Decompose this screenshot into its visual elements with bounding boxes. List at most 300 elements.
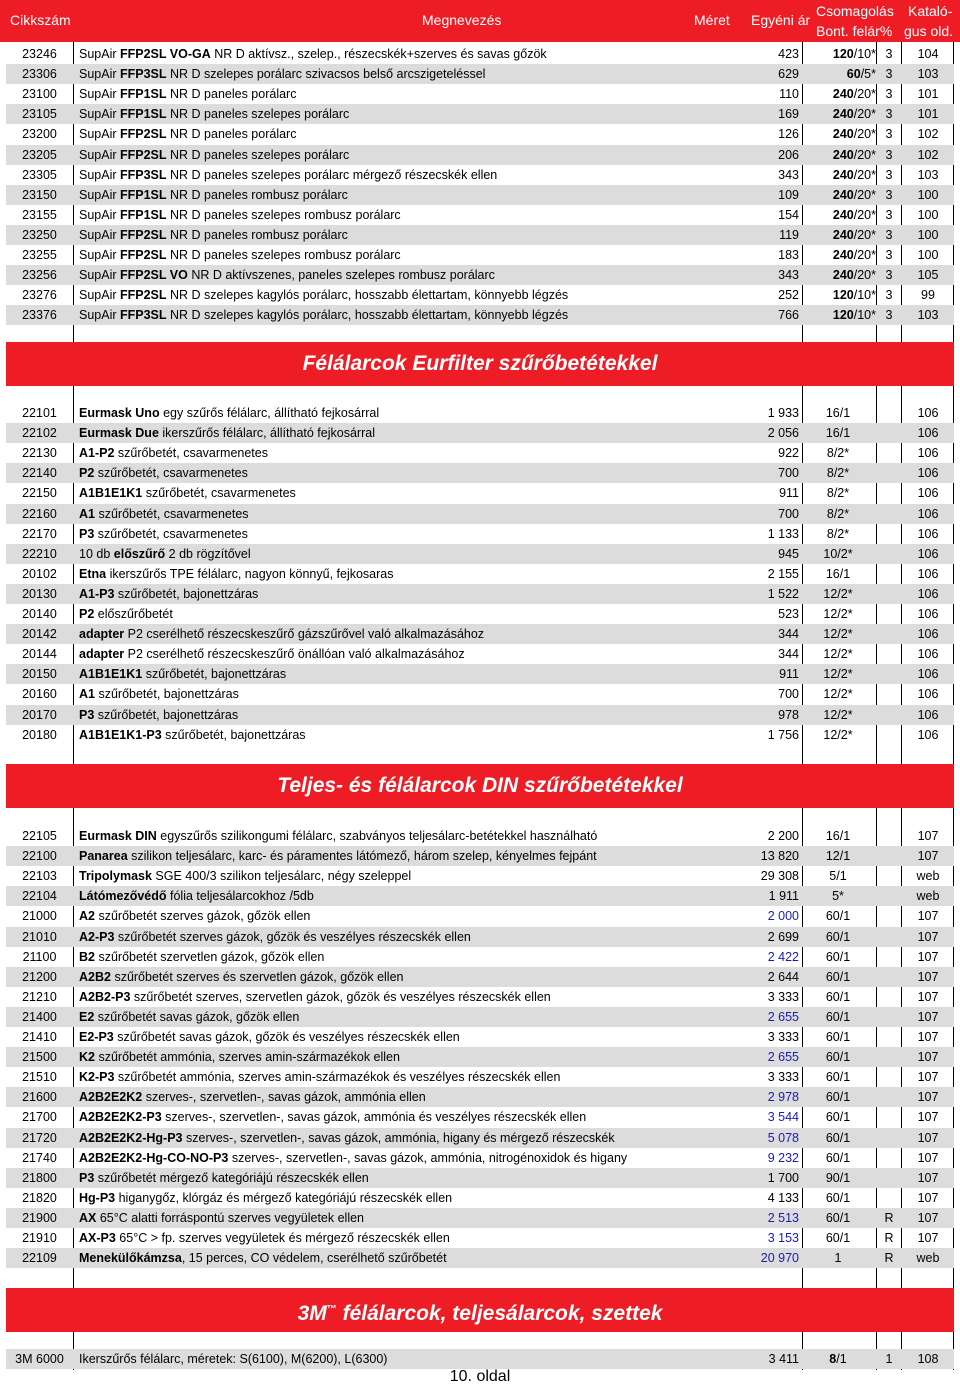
unit-price: 5 078 [767, 1130, 799, 1145]
packaging: 8/2* [826, 486, 850, 501]
product-model: A1B1E1K1 [79, 486, 143, 501]
product-code: 21200 [22, 969, 57, 984]
product-name [79, 104, 739, 124]
catalog-page: 107 [917, 1231, 939, 1245]
packaging: 60/1 [825, 1210, 851, 1225]
product-name [79, 64, 739, 84]
packaging-box-qty: 8 [829, 1352, 837, 1366]
product-text: SGE 400/3 szilikon teljesálarc, négy szeleppel [151, 869, 412, 884]
product-text: SupAir [79, 207, 120, 222]
product-code: 22109 [22, 1251, 57, 1266]
packaging-box-qty: 240 [832, 207, 854, 222]
product-text: szűrőbetét, csavarmenetes [94, 526, 248, 541]
product-model: Hg-P3 [79, 1190, 116, 1205]
opening-surcharge: 3 [885, 187, 893, 202]
banner-3m-text-b: félálarcok, teljesálarcok, szettek [336, 1302, 663, 1325]
packaging: 12/2* [823, 627, 853, 642]
product-code: 21800 [22, 1170, 57, 1185]
product-name [79, 124, 739, 144]
product-model: A2B2 [79, 969, 111, 984]
packaging-box-qty: 120 [832, 288, 854, 303]
opening-surcharge: 3 [885, 167, 893, 182]
product-name [79, 205, 739, 225]
catalog-page: 107 [917, 1030, 939, 1044]
packaging-unit-qty: /10* [853, 308, 876, 323]
product-text: SupAir [79, 227, 120, 242]
table-row [6, 684, 954, 704]
unit-price: 3 153 [767, 1231, 799, 1245]
packaging [802, 1349, 874, 1369]
table-row [6, 947, 954, 967]
product-code: 23306 [22, 67, 57, 82]
packaging-box-qty: 240 [832, 248, 854, 262]
unit-price: 1 756 [767, 727, 799, 742]
catalog-page: 106 [917, 466, 939, 481]
product-text: szűrőbetét, bajonettzáras [142, 667, 287, 682]
catalog-page: 107 [917, 1090, 939, 1105]
opening-surcharge: 1 [885, 1352, 893, 1366]
product-model: FFP2SL [120, 248, 167, 262]
product-code: 20102 [22, 566, 57, 581]
product-name [79, 967, 739, 987]
product-name [79, 1067, 739, 1087]
unit-price: 2 978 [767, 1090, 799, 1105]
packaging-unit-qty: /5* [860, 67, 876, 82]
packaging: 5/1 [829, 869, 847, 884]
catalog-page: 100 [917, 227, 939, 242]
product-model: E2 [79, 1009, 95, 1024]
catalog-page: 106 [917, 526, 939, 541]
catalog-page: 99 [921, 288, 935, 303]
product-model: A2-P3 [79, 929, 115, 944]
packaging [802, 305, 876, 325]
packaging: 60/1 [825, 989, 851, 1004]
unit-price: 109 [778, 187, 799, 202]
packaging: 60/1 [825, 969, 851, 984]
packaging-unit-qty: /20* [853, 167, 876, 182]
section-3m [6, 1332, 954, 1370]
table-row [6, 1228, 954, 1248]
packaging: 60/1 [825, 909, 851, 924]
product-text: NR D paneles rombusz porálarc [166, 227, 348, 242]
product-code: 20160 [22, 687, 57, 702]
catalog-page: 100 [917, 187, 939, 202]
catalog-page: 100 [917, 207, 939, 222]
product-text: SupAir [79, 167, 120, 182]
product-text: szűrőbetét savas gázok, gőzök ellen [94, 1009, 300, 1024]
product-text: NR D paneles szelepes porálarc mérgező részecskék ellen [166, 167, 498, 182]
packaging: 60/1 [825, 1090, 851, 1105]
table-row [6, 225, 954, 245]
table-row [6, 423, 954, 443]
product-text: NR D aktívszenes, paneles szelepes rombusz porálarc [187, 268, 495, 283]
packaging: 12/2* [823, 667, 853, 682]
opening-surcharge: 3 [885, 107, 893, 122]
product-code: 23246 [22, 47, 57, 61]
product-text: SupAir [79, 147, 120, 162]
product-text: szűrőbetét szerves, szervetlen gázok, gőzök és veszélyes részecskék ellen [130, 989, 551, 1004]
product-model: FFP2SL [120, 127, 167, 142]
product-name [79, 1208, 739, 1228]
table-row [6, 524, 954, 544]
catalog-page: 107 [917, 989, 939, 1004]
product-code: 23200 [22, 127, 57, 142]
table-row [6, 564, 954, 584]
product-model: B2 [79, 949, 95, 964]
product-text: P2 cserélhető részecskeszűrő önállóan való alkalmazásához [124, 647, 465, 662]
product-code: 23205 [22, 147, 57, 162]
product-name [79, 886, 739, 906]
product-name [79, 866, 739, 886]
product-model: E2-P3 [79, 1030, 114, 1044]
product-model: P3 [79, 526, 95, 541]
product-name [79, 185, 739, 205]
product-name [79, 145, 739, 165]
packaging: 16/1 [825, 566, 851, 581]
product-model: A2B2E2K2-Hg-CO-NO-P3 [79, 1150, 229, 1165]
product-model: Látómezővédő [79, 889, 167, 904]
product-name [79, 604, 739, 624]
unit-price: 3 333 [767, 1070, 799, 1085]
product-code: 21100 [22, 949, 57, 964]
unit-price: 119 [779, 227, 799, 242]
header-cikkszam: Cikkszám [10, 12, 71, 28]
packaging-unit-qty: /20* [853, 248, 876, 262]
product-name [79, 1168, 739, 1188]
packaging: 12/2* [823, 687, 853, 702]
catalog-page: 108 [917, 1352, 939, 1366]
product-text: NR D szelepes kagylós porálarc, hosszabb élettartam, könnyebb légzés [166, 288, 569, 303]
packaging-box-qty: 240 [832, 107, 854, 122]
table-row [6, 185, 954, 205]
product-text: szűrőbetét mérgező kategóriájú részecskék ellen [94, 1170, 369, 1185]
product-code: 22210 [22, 546, 57, 561]
product-text: SupAir [79, 107, 120, 122]
product-code: 23100 [22, 87, 57, 102]
header-egyeni-ar: Egyéni ár [751, 12, 811, 28]
packaging-unit-qty: /20* [853, 227, 876, 242]
packaging: 12/1 [825, 849, 851, 864]
unit-price: 2 513 [767, 1210, 799, 1225]
product-code: 23150 [22, 187, 57, 202]
product-name [79, 1007, 739, 1027]
product-code: 21510 [22, 1070, 57, 1085]
catalog-page: 106 [917, 546, 939, 561]
table-row [6, 1107, 954, 1127]
catalog-page: 106 [917, 647, 939, 662]
packaging: 60/1 [825, 1231, 851, 1245]
product-code: 22101 [22, 406, 57, 420]
table-row [6, 1027, 954, 1047]
packaging: 60/1 [825, 1150, 851, 1165]
product-text: 65°C alatti forráspontú szerves vegyületek ellen [96, 1210, 365, 1225]
catalog-page: 102 [917, 127, 939, 142]
product-model: A1B1E1K1-P3 [79, 727, 162, 742]
product-name [79, 305, 739, 325]
product-name [79, 84, 739, 104]
packaging: 60/1 [825, 1130, 851, 1145]
opening-surcharge: 3 [885, 227, 893, 242]
table-row [6, 987, 954, 1007]
table-row [6, 846, 954, 866]
catalog-page: 103 [917, 167, 939, 182]
header-bont-felar: Bont. felár% [816, 23, 893, 39]
unit-price: 343 [778, 268, 799, 283]
table-row [6, 504, 954, 524]
product-name [79, 1148, 739, 1168]
product-name [79, 826, 739, 846]
product-name [79, 1188, 739, 1208]
product-model: Panarea [79, 849, 128, 864]
product-text: NR D paneles szelepes porálarc [166, 147, 350, 162]
unit-price: 154 [778, 207, 799, 222]
unit-price: 252 [778, 288, 799, 303]
product-text: SupAir [79, 268, 120, 283]
product-text: szűrőbetét, bajonettzáras [161, 727, 306, 742]
product-model: FFP2SL VO-GA [120, 47, 211, 61]
unit-price: 2 422 [767, 949, 799, 964]
packaging [802, 64, 876, 84]
product-model: A1 [79, 687, 95, 702]
catalog-page: 107 [917, 1170, 939, 1185]
opening-surcharge: 3 [885, 308, 893, 323]
product-name [79, 1047, 739, 1067]
packaging: 60/1 [825, 929, 851, 944]
catalog-page: 102 [917, 147, 939, 162]
packaging [802, 165, 876, 185]
table-row [6, 44, 954, 64]
product-model: A2B2E2K2 [79, 1090, 143, 1105]
unit-price: 700 [778, 687, 799, 702]
table-row [6, 544, 954, 564]
product-name [79, 165, 739, 185]
product-model: FFP2SL [120, 147, 167, 162]
unit-price: 423 [778, 47, 799, 61]
packaging: 12/2* [823, 727, 853, 742]
product-text: 10 db [79, 546, 114, 561]
unit-price: 13 820 [760, 849, 799, 864]
packaging-box-qty: 240 [832, 127, 854, 142]
product-model: P3 [79, 707, 95, 722]
product-code: 22104 [22, 889, 57, 904]
table-row [6, 1047, 954, 1067]
unit-price: 2 655 [767, 1009, 799, 1024]
catalog-page: 107 [917, 1150, 939, 1165]
table-row [6, 866, 954, 886]
product-text: szűrőbetét, csavarmenetes [94, 466, 248, 481]
packaging-box-qty: 120 [832, 308, 854, 323]
product-text: szűrőbetét ammónia, szerves amin-származékok és veszélyes részecskék ellen [114, 1070, 561, 1085]
product-text: szűrőbetét szerves gázok, gőzök és veszélyes részecskék ellen [114, 929, 471, 944]
catalog-page: web [916, 889, 940, 904]
product-code: 22140 [22, 466, 57, 481]
catalog-page: 107 [917, 1070, 939, 1085]
table-row [6, 1128, 954, 1148]
opening-surcharge: 3 [885, 268, 893, 283]
catalog-page: 101 [917, 87, 939, 102]
product-code: 22170 [22, 526, 57, 541]
product-text: 65°C > fp. szerves vegyületek és mérgező részecskék ellen [115, 1231, 450, 1245]
header-meret: Méret [694, 12, 730, 28]
product-model: A1 [79, 506, 95, 521]
packaging [802, 185, 876, 205]
product-model: A2 [79, 909, 95, 924]
product-text: NR D paneles szelepes rombusz porálarc [166, 248, 401, 262]
packaging-box-qty: 240 [832, 268, 854, 283]
product-text: szűrőbetét, bajonettzáras [94, 707, 239, 722]
product-code: 20140 [22, 607, 57, 621]
unit-price: 110 [779, 87, 799, 102]
unit-price: 3 411 [768, 1352, 799, 1366]
product-name [79, 403, 739, 423]
unit-price: 2 699 [767, 929, 799, 944]
product-code: 21720 [22, 1130, 57, 1145]
packaging [802, 44, 876, 64]
product-name [79, 285, 739, 305]
product-code: 21400 [22, 1009, 57, 1024]
product-code: 23276 [22, 288, 57, 303]
unit-price: 911 [779, 486, 799, 501]
banner-3m-text-a: 3M [297, 1302, 327, 1325]
packaging-box-qty: 240 [832, 147, 854, 162]
catalog-page: 107 [917, 949, 939, 964]
product-model: P3 [79, 1170, 95, 1185]
product-text: P2 cserélhető részecskeszűrő gázszűrővel való alkalmazásához [124, 627, 485, 642]
unit-price: 2 200 [767, 829, 799, 843]
catalog-page: 101 [917, 107, 939, 122]
opening-surcharge: R [884, 1210, 894, 1225]
packaging [802, 225, 876, 245]
product-code: 20130 [22, 586, 57, 601]
product-text: egy szűrős félálarc, állítható fejkosárral [159, 406, 380, 420]
unit-price: 629 [778, 67, 799, 82]
product-code: 22160 [22, 506, 57, 521]
unit-price: 206 [778, 147, 799, 162]
opening-surcharge: 3 [885, 288, 893, 303]
product-name [79, 987, 739, 1007]
opening-surcharge: 3 [885, 67, 893, 82]
unit-price: 700 [778, 506, 799, 521]
product-model: A1-P3 [79, 586, 115, 601]
packaging-box-qty: 240 [832, 187, 854, 202]
product-text: NR D paneles porálarc [166, 127, 297, 142]
packaging: 16/1 [825, 829, 851, 843]
product-code: 22150 [22, 486, 57, 501]
product-name [79, 927, 739, 947]
product-name [79, 584, 739, 604]
banner-eurfilter: Félálarcok Eurfilter szűrőbetétekkel [6, 342, 954, 386]
packaging-unit-qty: /1 [836, 1352, 847, 1366]
product-name [79, 1128, 739, 1148]
packaging: 12/2* [823, 586, 853, 601]
product-model: adapter [79, 647, 125, 662]
catalog-page: 107 [917, 829, 939, 843]
packaging: 60/1 [825, 1030, 851, 1044]
product-name [79, 947, 739, 967]
product-code: 23255 [22, 248, 57, 262]
product-model: FFP1SL [120, 87, 167, 102]
product-text: SupAir [79, 67, 120, 82]
table-row [6, 205, 954, 225]
product-model: A2B2E2K2-P3 [79, 1110, 162, 1125]
product-text: higanygőz, klórgáz és mérgező kategóriájú részecskék ellen [115, 1190, 453, 1205]
packaging: 60/1 [825, 1070, 851, 1085]
catalog-page: 106 [917, 607, 939, 621]
trademark-symbol: ™ [326, 1304, 337, 1315]
product-code: 20150 [22, 667, 57, 682]
catalog-page: 106 [917, 627, 939, 642]
product-text: ikerszűrős félálarc, állítható fejkosárral [158, 426, 375, 441]
packaging [802, 205, 876, 225]
product-code: 23250 [22, 227, 57, 242]
product-name [79, 684, 739, 704]
unit-price: 3 544 [767, 1110, 799, 1125]
opening-surcharge: 3 [885, 47, 893, 61]
product-text: szűrőbetét, csavarmenetes [94, 506, 249, 521]
product-code: 22100 [22, 849, 57, 864]
packaging: 5* [832, 889, 844, 904]
product-model: adapter [79, 627, 125, 642]
product-model: FFP1SL [120, 187, 167, 202]
unit-price: 3 333 [767, 989, 799, 1004]
product-name [79, 624, 739, 644]
table-row [6, 124, 954, 144]
packaging-unit-qty: /10* [853, 47, 876, 61]
packaging-unit-qty: /20* [853, 147, 876, 162]
table-row [6, 604, 954, 624]
unit-price: 3 333 [767, 1030, 799, 1044]
unit-price: 766 [778, 308, 799, 323]
packaging-unit-qty: /10* [853, 288, 876, 303]
table-row [6, 1208, 954, 1228]
product-code: 21210 [22, 989, 57, 1004]
product-text: , 15 perces, CO védelem, cserélhető szűrőbetét [181, 1251, 447, 1266]
table-row [6, 265, 954, 285]
packaging [802, 145, 876, 165]
product-code: 23155 [22, 207, 57, 222]
product-name [79, 1248, 739, 1268]
unit-price: 978 [778, 707, 799, 722]
packaging [802, 245, 876, 265]
product-model: előszűrő [113, 546, 166, 561]
catalog-page: web [916, 869, 940, 884]
product-text: NR D paneles szelepes porálarc [166, 107, 350, 122]
table-row [6, 906, 954, 926]
product-name [79, 504, 739, 524]
product-model: FFP1SL [120, 207, 167, 222]
table-row [6, 1148, 954, 1168]
product-text: NR D szelepes porálarc szivacsos belső arcszigeteléssel [166, 67, 486, 82]
product-model: A1B1E1K1 [79, 667, 143, 682]
opening-surcharge: 3 [885, 147, 893, 162]
packaging: 90/1 [825, 1170, 851, 1185]
product-name [79, 483, 739, 503]
packaging-box-qty: 240 [832, 87, 854, 102]
product-text: 2 db rögzítővel [165, 546, 251, 561]
table-row [6, 1168, 954, 1188]
product-model: FFP2SL [120, 227, 167, 242]
product-text: szilikon teljesálarc, karc- és páramentes látómező, három szelep, kényelmes fejpánt [127, 849, 597, 864]
product-code: 3M 6000 [15, 1352, 64, 1366]
packaging-box-qty: 240 [832, 167, 854, 182]
header-gus-old: gus old. [904, 23, 954, 39]
packaging-unit-qty: /20* [853, 87, 876, 102]
catalog-page: 106 [917, 406, 939, 420]
product-text: SupAir [79, 288, 120, 303]
catalog-page: 106 [917, 486, 939, 501]
product-code: 21910 [22, 1231, 57, 1245]
table-row [6, 725, 954, 745]
